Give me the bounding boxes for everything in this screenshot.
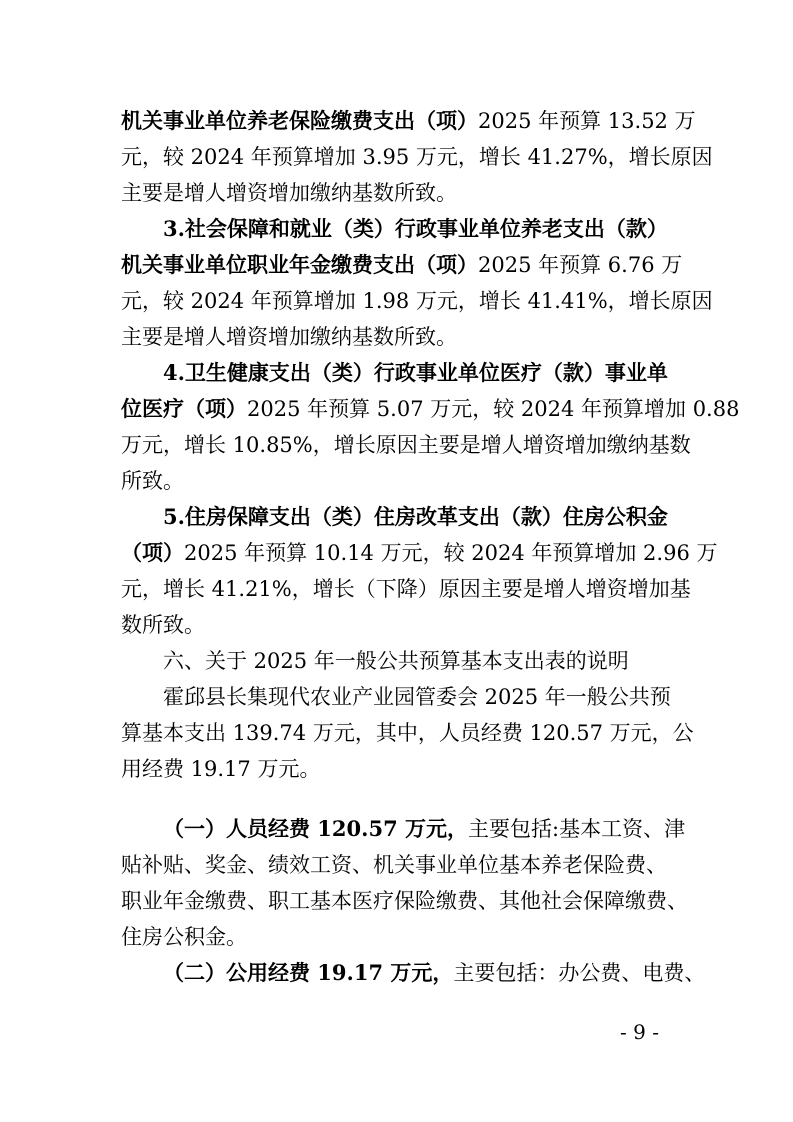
body-text: 2025 年预算 6.76 万 (478, 253, 683, 277)
paragraph-line (121, 253, 682, 277)
body-text: 主要包括：办公费、电费、 (453, 961, 706, 985)
body-text: 主要是增人增资增加缴纳基数所致。 (121, 181, 457, 205)
bold-text: （一）人员经费 120.57 万元， (163, 816, 468, 841)
paragraph-line (121, 889, 688, 913)
paragraph-line (121, 397, 739, 421)
paragraph-line (121, 613, 205, 637)
paragraph-line (163, 685, 671, 709)
body-text: 住房公积金。 (121, 925, 247, 949)
body-text: 元，增长 41.21%，增长（下降）原因主要是增人增资增加基 (121, 577, 691, 601)
body-text: 元，较 2024 年预算增加 1.98 万元，增长 41.41%，增长原因 (121, 289, 713, 313)
body-text: 万元，增长 10.85%，增长原因主要是增人增资增加缴纳基数 (121, 433, 691, 457)
body-text: 2025 年预算 5.07 万元，较 2024 年预算增加 0.88 (247, 397, 740, 421)
body-text: 用经费 19.17 万元。 (121, 757, 321, 781)
paragraph-line (163, 217, 668, 241)
paragraph-line (163, 361, 668, 385)
body-text: 主要包括:基本工资、津 (468, 817, 686, 841)
page-number: - 9 - (620, 1020, 659, 1044)
bold-text: （二）公用经费 19.17 万元， (163, 960, 454, 985)
bold-text: 位医疗（项） (121, 396, 247, 421)
paragraph-line (121, 925, 247, 949)
paragraph-line (121, 109, 696, 133)
section-heading-text: 六、关于 2025 年一般公共预算基本支出表的说明 (163, 649, 629, 673)
paragraph-line (121, 325, 457, 349)
body-text: 算基本支出 139.74 万元，其中，人员经费 120.57 万元，公 (121, 721, 694, 745)
body-text: 职业年金缴费、职工基本医疗保险缴费、其他社会保障缴费、 (121, 889, 688, 913)
paragraph-line (121, 469, 184, 493)
bold-text: 机关事业单位养老保险缴费支出（项） (121, 108, 478, 133)
paragraph-line (163, 505, 668, 529)
body-text: 主要是增人增资增加缴纳基数所致。 (121, 325, 457, 349)
paragraph-line (121, 541, 718, 565)
body-text: 霍邱县长集现代农业产业园管委会 2025 年一般公共预 (163, 685, 671, 709)
paragraph-line (163, 961, 705, 985)
bold-text: 5.住房保障支出（类）住房改革支出（款）住房公积金 (163, 504, 668, 529)
body-text: 元，较 2024 年预算增加 3.95 万元，增长 41.27%，增长原因 (121, 145, 713, 169)
paragraph-line (121, 181, 457, 205)
paragraph-line (163, 817, 685, 841)
paragraph-line (121, 289, 713, 313)
paragraph-line (121, 577, 691, 601)
body-text: 所致。 (121, 469, 184, 493)
paragraph-line (121, 145, 713, 169)
bold-text: 3.社会保障和就业（类）行政事业单位养老支出（款） (163, 216, 668, 241)
body-text: 2025 年预算 10.14 万元，较 2024 年预算增加 2.96 万 (184, 541, 718, 565)
paragraph-line (121, 721, 694, 745)
body-text: 2025 年预算 13.52 万 (478, 109, 696, 133)
bold-text: 4.卫生健康支出（类）行政事业单位医疗（款）事业单 (163, 360, 668, 385)
body-text: 数所致。 (121, 613, 205, 637)
section-heading (163, 649, 629, 673)
paragraph-line (121, 757, 320, 781)
paragraph-line (121, 433, 691, 457)
bold-text: （项） (121, 540, 184, 565)
body-text: 贴补贴、奖金、绩效工资、机关事业单位基本养老保险费、 (121, 853, 667, 877)
paragraph-line (121, 853, 667, 877)
bold-text: 机关事业单位职业年金缴费支出（项） (121, 252, 478, 277)
